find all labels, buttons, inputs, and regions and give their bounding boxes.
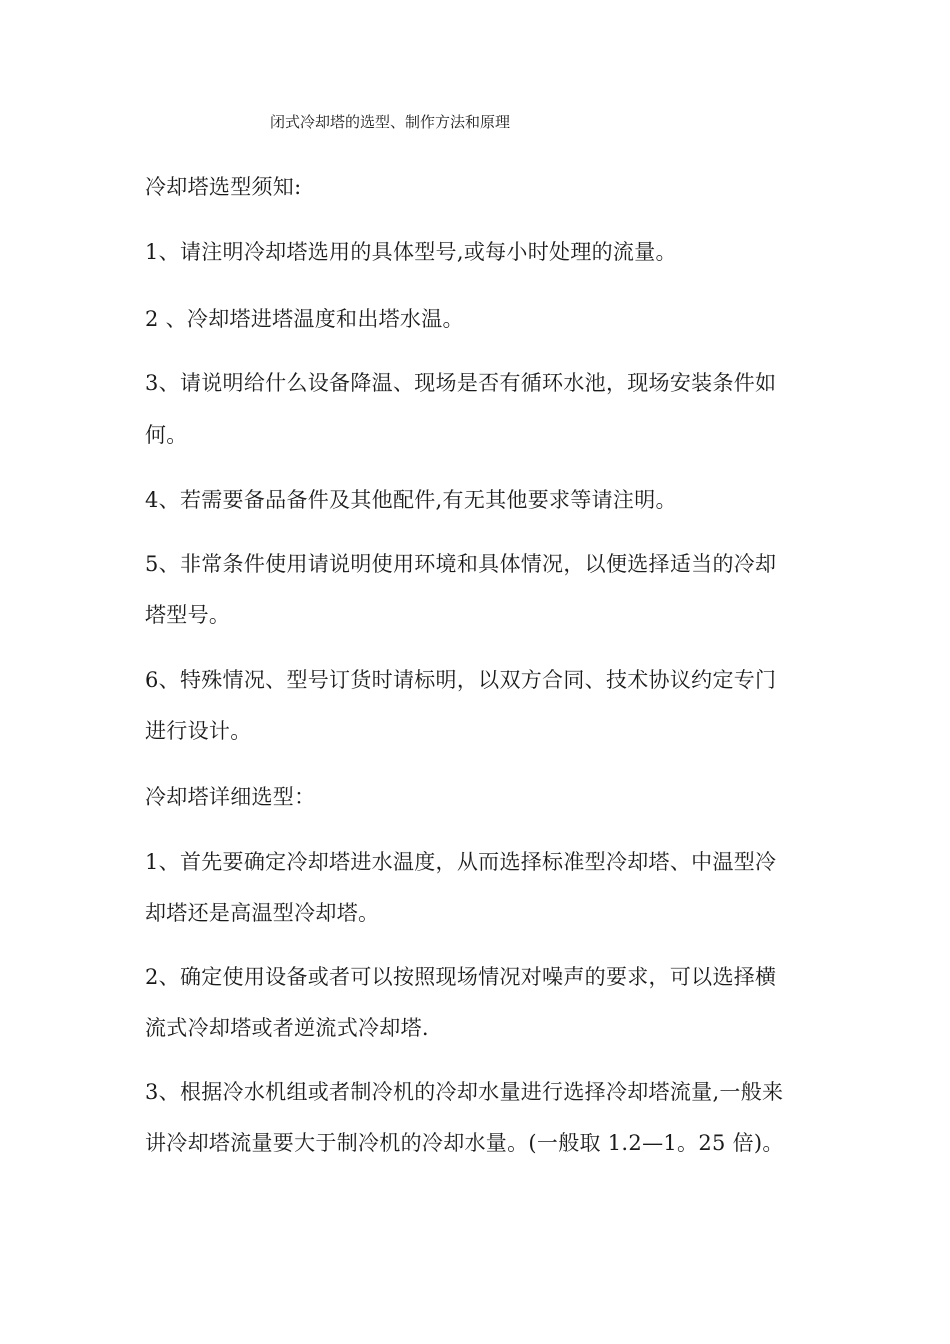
detail-item-2: 2、确定使用设备或者可以按照现场情况对噪声的要求，可以选择横 [145, 965, 777, 989]
detail-item-3: 3、根据冷水机组或者制冷机的冷却水量进行选择冷却塔流量,一般来 [145, 1080, 784, 1104]
note-item-4: 4、若需要备品备件及其他配件,有无其他要求等请注明。 [145, 488, 677, 512]
section-heading-detailed-selection: 冷却塔详细选型： [145, 785, 316, 809]
document-title: 闭式冷却塔的选型、制作方法和原理 [270, 113, 511, 131]
note-item-5-cont: 塔型号。 [145, 603, 231, 627]
detail-item-1-cont: 却塔还是高温型冷却塔。 [145, 901, 380, 925]
note-item-6: 6、特殊情况、型号订货时请标明，以双方合同、技术协议约定专门 [145, 668, 777, 692]
note-item-3: 3、请说明给什么设备降温、现场是否有循环水池，现场安装条件如 [145, 371, 777, 395]
note-item-1: 1、请注明冷却塔选用的具体型号,或每小时处理的流量。 [145, 240, 677, 264]
section-heading-selection-notes: 冷却塔选型须知: [145, 175, 302, 199]
detail-item-1: 1、首先要确定冷却塔进水温度，从而选择标准型冷却塔、中温型冷 [145, 850, 777, 874]
detail-item-3-cont: 讲冷却塔流量要大于制冷机的冷却水量。(一般取 1.2—1。25 倍)。 [145, 1131, 784, 1155]
note-item-3-cont: 何。 [145, 423, 188, 447]
note-item-5: 5、非常条件使用请说明使用环境和具体情况，以便选择适当的冷却 [145, 552, 777, 576]
detail-item-2-cont: 流式冷却塔或者逆流式冷却塔. [145, 1016, 429, 1040]
note-item-6-cont: 进行设计。 [145, 719, 252, 743]
note-item-2: 2 、冷却塔进塔温度和出塔水温。 [145, 307, 464, 331]
